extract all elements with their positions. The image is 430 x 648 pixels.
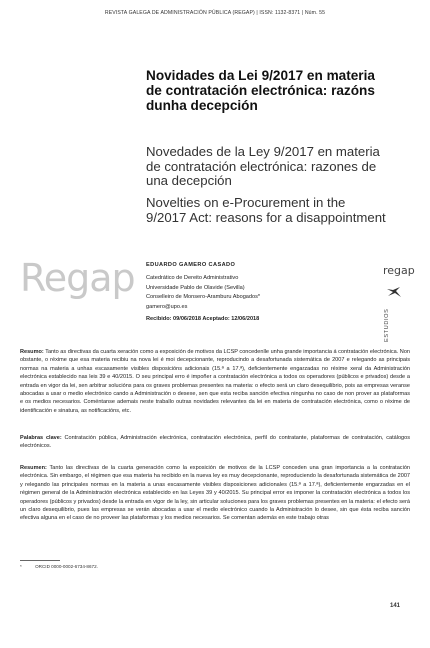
- abstract-text: Tanto as directivas da cuarta xeración como a exposición de motivos da LCSP concedenlle unha grande importancia á contratación electrónica. Non obstante, o réxime que esa materia recibiu na nova lei é moi decepcionante, reproducindo a desafortunada sistemática de 2007 e relegando as principais normas na materia a unhas escasamente visibles disposicións adicionais (15.ª a 17.ª), deficientemente engarzadas no réxime xeral da Administración electrónica establecido nas leis 39 e 40/2015. O seu principal erro é impoñer a contratación electrónica a todos os operadores (públicos e privados) desde a entrada en vigor da lei, sen arbitrar solucións para os graves problemas presentes na materia: o efecto será un claro desequilibrio, pois as empresas veranse abocadas a usar o medio electrónico cando a Administración o desexe, sen que esta reciba sanción efectiva ningunha no caso de non prover as plataformas e os medios necesarios. Coméntanse ademais neste traballo outras novidades relevantes da lei en materia de contratación electrónica, como o réxime de identificación e sinatura, as notificacións, etc.: [20, 349, 410, 414]
- title-spanish: Novedades de la Ley 9/2017 en materia de contratación electrónica: razones de una decepción: [146, 144, 380, 189]
- resumen-label: Resumen:: [20, 465, 47, 471]
- small-regap-logo: regap: [383, 264, 415, 277]
- footnote-text: ORCID 0000-0002-6734-8672.: [35, 564, 98, 569]
- section-label: ESTUDIOS: [384, 308, 390, 342]
- footnote-mark: *: [20, 564, 22, 569]
- resumen-text: Tanto las directivas de la cuarta generación como la exposición de motivos de la LCSP conceden una gran importancia a la contratación electrónica. Sin embargo, el régimen que esa materia ha recibido en la nueva ley es muy decepcionante, reproduciendo la desafortunada sistemática de 2007 y relegando las principales normas en la materia a unas escasamente visibles disposiciones adicionales (15.ª a 17.ª), deficientemente engarzadas en el régimen general de la Administración electrónica establecido en las Leyes 39 y 40/2015. Su principal error es imponer la contratación electrónica a todos los operadores (públicos y privados) desde la entrada en vigor de la ley, sin articular soluciones para los graves problemas presentes en la materia: el efecto será un claro desequilibrio, pues las empresas se verán abocadas a usar el medio electrónico cuando la Administración lo desee, sin que ésta reciba sanción efectiva alguna en el caso de no proveer las plataformas y los medios necesarios. Se comentan además en este trabajo otras: [20, 465, 410, 522]
- abstract-label: Resumo:: [20, 349, 44, 355]
- author-affiliation-line: Catedrático de Dereito Administrativo: [146, 275, 239, 282]
- author-affiliation-line: Conselleiro de Monsero-Aramburu Abogados*: [146, 294, 261, 301]
- author-affiliation-line: Universidade Pablo de Olavide (Sevilla): [146, 284, 245, 291]
- author-email: gamero@upo.es: [146, 303, 188, 310]
- regap-logo: Regap: [20, 256, 135, 300]
- title-english: Novelties on e-Procurement in the 9/2017 Act: reasons for a disappointment: [146, 195, 386, 225]
- running-header: REVISTA GALEGA DE ADMINISTRACIÓN PÚBLICA (REGAP) | ISSN: 1132-8371 | Núm. 55: [104, 10, 326, 16]
- keywords-label: Palabras clave:: [20, 435, 62, 441]
- author-name: EDUARDO GAMERO CASADO: [146, 262, 236, 268]
- footnote-divider: [20, 560, 60, 561]
- title-galician: Novidades da Lei 9/2017 en materia de contratación electrónica: razóns dunha decepción: [146, 68, 375, 113]
- footnote: [20, 564, 98, 569]
- emblem-icon: [386, 286, 402, 298]
- abstract-spanish: [20, 464, 410, 523]
- abstract-galician: [20, 348, 410, 415]
- author-block: [146, 261, 346, 324]
- received-accepted-dates: Recibido: 09/06/2018 Aceptado: 12/06/2018: [146, 316, 260, 323]
- page-number: 141: [390, 603, 401, 609]
- keywords-text: Contratación pública, Administración electrónica, contratación electrónica, perfil do contratante, plataformas de contratación, catálogos electrónicos.: [20, 435, 410, 450]
- keywords-galician: [20, 434, 410, 451]
